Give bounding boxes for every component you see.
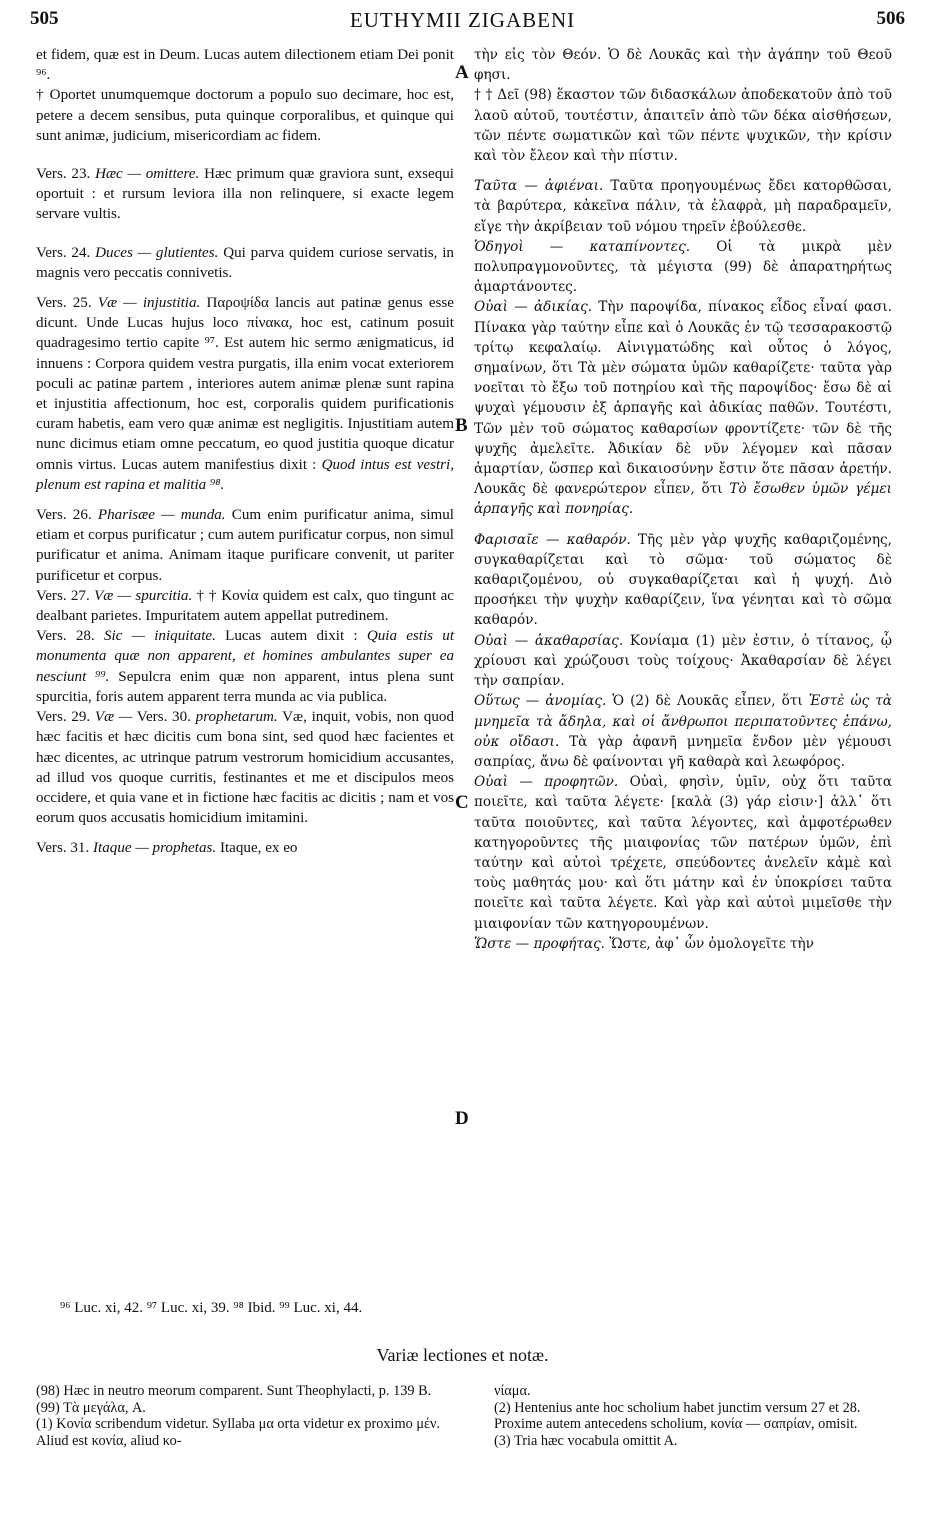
greek-para: Οὕτως — ἀνομίας. Ὁ (2) δὲ Λουκᾶς εἶπεν, ὅτι Ἐστὲ ὡς τὰ μνημεῖα τὰ ἄδηλα, καὶ οἱ ἄνθρωποι περιπατοῦντες ἐπάνω, οὐκ οἴδασι. Τὰ γὰρ ἀφανῆ μνημεῖα ἔνδον μὲν γέμουσι σαπρίας, ἄνω δὲ φαίνονται γῆ καθαρὰ καὶ λεωφόρος. — [474, 693, 892, 770]
margin-mark-d: D — [455, 1108, 469, 1129]
latin-para: Vers. 23. Hæc — omittere. Hæc primum quæ graviora sunt, exsequi oportuit : et rursum leviora illa non relinquere, si exacte legem servare vultis. — [36, 166, 454, 223]
variae-right — [494, 1383, 894, 1449]
latin-para: † Oportet unumquemque doctorum a populo suo decimare, hoc est, petere a decem sensibus, puta quinque corporalibus, et quinque qui sunt animæ, judicium, misericordiam ac fidem. — [36, 87, 454, 144]
variae-note: (1) Κονία scribendum videtur. Syllaba μα orta videtur ex proximo μέν. Aliud est κονία, aliud κο- — [36, 1416, 441, 1449]
latin-para: Vers. 24. Duces — glutientes. Qui parva quidem curiose servatis, in magnis vero peccatis connivetis. — [36, 244, 454, 281]
page-header — [20, 8, 905, 38]
greek-para: Οὐαὶ — προφητῶν. Οὐαὶ, φησὶν, ὑμῖν, οὐχ ὅτι ταῦτα ποιεῖτε, καὶ ταῦτα λέγετε· [καλὰ (3) γάρ εἰσιν·] ἀλλ᾽ ὅτι ταῦτα ποιοῦντες, καὶ ταῦτα λέγοντες, καὶ ἀμφοτέρωθεν κατηγοροῦντες τῆς μιαιφονίας τῶν πατέρων ὑμῶν, ἐπὶ ταύτην καὶ αὐτοὶ τρέχετε, σπεύδοντες ἀνελεῖν κἀμὲ καὶ τοὺς μαθητάς μου· καὶ ὅτι μάτην καὶ ἐν ὑποκρίσει ταῦτα ποιεῖτε καὶ ταῦτα λέγετε. Καὶ γὰρ καὶ αὐτοὶ μιμεῖσθε τὴν μιαιφονίαν τῶν κατηγορουμένων. — [474, 774, 892, 932]
latin-para: Vers. 28. Sic — iniquitate. Lucas autem dixit : Quia estis ut monumenta quæ non apparent, et homines ambulantes super ea nesciunt ⁹⁹. Sepulcra enim quæ non apparent, intus plena sunt spurcitia, foris autem apparent terra munda ac via publica. — [36, 628, 455, 705]
latin-para: Vers. 29. Væ — Vers. 30. prophetarum. Væ, inquit, vobis, non quod hæc facitis et hæc dicitis cum bona sint, sed quod hæc facientes et hæc dicentes, ac utrinque patrum vestrorum homicidium accusantes, ad illud vos quoque curritis, festinantes et me et discipulos meos occidere, et quia vane et in fictione hæc facitis ac dicitis ; nam et vos eorum quos accusatis homicidium imitamini. — [36, 709, 454, 827]
page-number-left: 505 — [30, 8, 59, 29]
footnotes: ⁹⁶ Luc. xi, 42. ⁹⁷ Luc. xi, 39. ⁹⁸ Ibid. ⁹⁹ Luc. xi, 44. — [60, 1300, 363, 1316]
greek-para: † † Δεῖ (98) ἕκαστον τῶν διδασκάλων ἀποδεκατοῦν ἀπὸ τοῦ λαοῦ αὐτοῦ, τουτέστιν, ἀπαιτεῖν ἀπὸ τῶν δέκα αἰσθήσεων, τῶν πέντε σωματικῶν καὶ τῶν πέντε ψυχικῶν, τὴν κρίσιν καὶ τὸν ἔλεον καὶ τὴν πίστιν. — [474, 87, 892, 165]
greek-para: Ταῦτα — ἀφιέναι. Ταῦτα προηγουμένως ἔδει κατορθῶσαι, τὰ βαρύτερα, κἀκεῖνα πάλιν, τὰ ἐλαφρὰ, μὴ παραδραμεῖν, εἴγε τὴν ἀκρίβειαν τοῦ νόμου τηρεῖν ἐβούλεσθε. — [474, 178, 892, 235]
running-title: EUTHYMII ZIGABENI — [349, 8, 576, 32]
greek-para: Ὁδηγοὶ — καταπίνοντες. Οἱ τὰ μικρὰ μὲν πολυπραγμονοῦντες, τὰ μέγιστα (99) δὲ ἀπαρατηρήτως ἁμαρτάνοντες. — [474, 238, 892, 296]
margin-mark-a: A — [455, 62, 469, 83]
latin-para: Vers. 31. Itaque — prophetas. Itaque, ex eo — [36, 840, 298, 857]
margin-mark-c: C — [455, 792, 469, 813]
greek-para: Ὥστε — προφήτας. Ὥστε, ἀφ᾽ ὧν ὁμολογεῖτε τὴν — [474, 935, 814, 952]
latin-para: Vers. 25. Væ — injustitia. Παροψίδα lancis aut patinæ genus esse dicunt. Unde Lucas hujus loco πίνακα, hoc est, catinum posuit quadragesimo tertio capite ⁹⁷. Est autem hic sermo ænigmaticus, id innuens : Corpora quidem vestra purgatis, illa enim vocat exteriorem poculi ac patinæ partem , interiores autem animæ plenæ sunt rapina et injustitia affectionum, hoc est, corporalis quidem purificationis curam habetis, eam vero quæ animæ est negligitis. Injustitiam autem nunc dicimus etiam omne peccatum, eo quod justitia quoque dicatur omnis virtus. Lucas autem manifestius dixit : Quod intus est vestri, plenum est rapina et malitia ⁹⁸. — [36, 295, 455, 493]
variae-left — [36, 1383, 454, 1449]
page-number-right: 506 — [876, 8, 905, 29]
variae-note: (98) Hæc in neutro meorum comparent. Sunt Theophylacti, p. 139 B. — [36, 1383, 432, 1399]
variae-note: (2) Hentenius ante hoc scholium habet junctim versum 27 et 28. Proxime autem antecedens scholium, κονία — σαπρίαν, omisit. — [494, 1399, 861, 1433]
greek-para: τὴν εἰς τὸν Θεόν. Ὁ δὲ Λουκᾶς καὶ τὴν ἀγάπην τοῦ Θεοῦ φησι. — [474, 47, 892, 84]
variae-note: (3) Tria hæc vocabula omittit A. — [494, 1432, 678, 1449]
greek-para: Οὐαὶ — ἀδικίας. Τὴν παροψίδα, πίνακος εἶδος εἶναί φασι. Πίνακα γὰρ ταύτην εἶπε καὶ ὁ Λουκᾶς ἐν τῷ τεσσαρακοστῷ τρίτῳ κεφαλαίῳ. Αἰνιγματώδης καὶ οὗτος ὁ λόγος, σημαίνων, ὅτι Τὰ μὲν σώματα ὑμῶν καθαρίζετε· ταῦτα γὰρ νοεῖται τὸ ἔξω τοῦ ποτηρίου καὶ τῆς παροψίδος· ἔσω δὲ αἱ ψυχαὶ γέμουσιν ἐξ ἁρπαγῆς καὶ ἀδικίας παθῶν. Τουτέστι, Τῶν μὲν τοῦ σώματος καθαρσίων φροντίζετε· τῶν δὲ τῆς ψυχῆς ἀμελεῖτε. Ἀδικίαν δὲ νῦν λέγομεν καὶ πᾶσαν ἁμαρτίαν, ὥσπερ καὶ δικαιοσύνην ἔστιν ὅτε πᾶσαν ἀρετήν. Λουκᾶς δὲ φανερώτερον εἶπεν, ὅτι Τὸ ἔσωθεν ὑμῶν γέμει ἁρπαγῆς καὶ πονηρίας. — [474, 299, 892, 518]
variae-heading: Variæ lectiones et notæ. — [376, 1345, 549, 1365]
variae-note: (99) Τὰ μεγάλα, A. — [36, 1399, 146, 1416]
latin-para: Vers. 26. Pharisæe — munda. Cum enim purificatur anima, simul etiam et corpus purificatur ; cum autem purificatur corpus, non simul purificatur et anima. Animam itaque purificare convenit, ut pariter purificetur et corpus. — [36, 507, 454, 584]
latin-para: et fidem, quæ est in Deum. Lucas autem dilectionem etiam Dei ponit ⁹⁶. — [36, 47, 454, 84]
greek-column — [474, 45, 892, 954]
latin-para: Vers. 27. Væ — spurcitia. † † Κονία quidem est calx, quo tingunt ac dealbant parietes. Impuritatem autem appellat putredinem. — [36, 587, 454, 625]
greek-para: Φαρισαῖε — καθαρόν. Τῆς μὲν γὰρ ψυχῆς καθαριζομένης, συγκαθαρίζεται καὶ τὸ σῶμα· τοῦ σώματος δὲ καθαριζομένου, οὐ συγκαθαρίζεται καὶ ἡ ψυχή. Διὸ προσήκει τὴν ψυχὴν καθαρίζειν, ἵνα γένηται καὶ τὸ σῶμα καθαρόν. — [474, 531, 892, 629]
margin-mark-b: B — [455, 415, 468, 436]
greek-para: Οὐαὶ — ἀκαθαρσίας. Κονίαμα (1) μὲν ἐστιν, ὁ τίτανος, ᾧ χρίουσι καὶ χρώζουσι τοὺς τοίχους· Ἀκαθαρσίαν δὲ λέγει τὴν σαπρίαν. — [474, 632, 892, 690]
variae-note: νίαμα. — [494, 1383, 531, 1399]
latin-column — [36, 45, 454, 859]
